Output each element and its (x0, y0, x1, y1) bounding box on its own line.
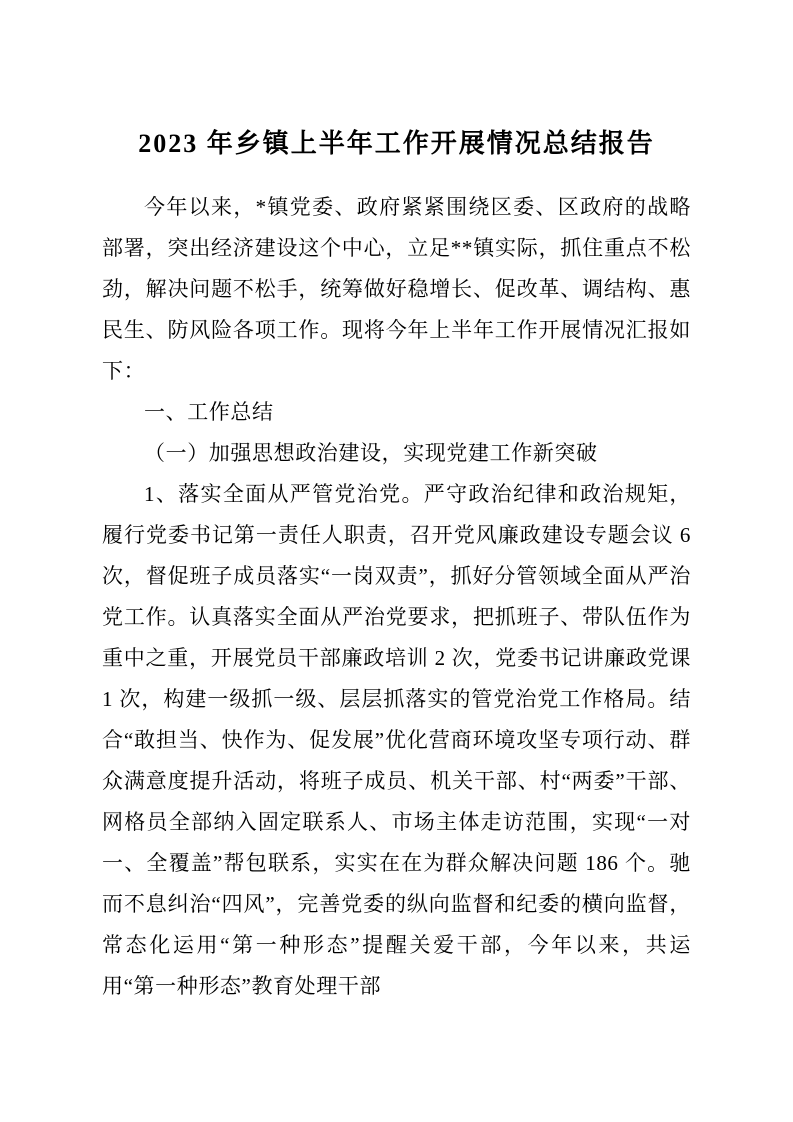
heading-work-summary: 一、工作总结 (144, 400, 274, 425)
paragraph-item-1-party-discipline: 1、落实全面从严管党治党。严守政治纪律和政治规矩，履行党委书记第一责任人职责，召开党风廉政建设专题会议 6 次，督促班子成员落实“一岗双责”，抓好分管领域全面从严治党工作。认真落实全面从严治党要求，把抓班子、带队伍作为重中之重，开展党员干部廉政培训 2 次，党委书记讲廉政党课 1 次，构建一级抓一级、层层抓落实的管党治党工作格局。结合“敢担当、快作为、促发展”优化营商环境攻坚专项行动、群众满意度提升活动，将班子成员、机关干部、村“两委”干部、网格员全部纳入固定联系人、市场主体走访范围，实现“一对一、全覆盖”帮包联系，实实在在为群众解决问题 186 个。驰而不息纠治“四风”，完善党委的纵向监督和纪委的横向监督，常态化运用“第一种形态”提醒关爱干部，今年以来，共运用“第一种形态”教育处理干部 (102, 482, 691, 999)
paragraph-intro: 今年以来，*镇党委、政府紧紧围绕区委、区政府的战略部署，突出经济建设这个中心，立足**镇实际，抓住重点不松劲，解决问题不松手，统筹做好稳增长、促改革、调结构、惠民生、防风险各项工作。现将今年上半年工作开展情况汇报如下： (102, 195, 691, 384)
heading-subsection-party-building: （一）加强思想政治建设，实现党建工作新突破 (144, 441, 598, 466)
document-title: 2023 年乡镇上半年工作开展情况总结报告 (138, 129, 655, 158)
